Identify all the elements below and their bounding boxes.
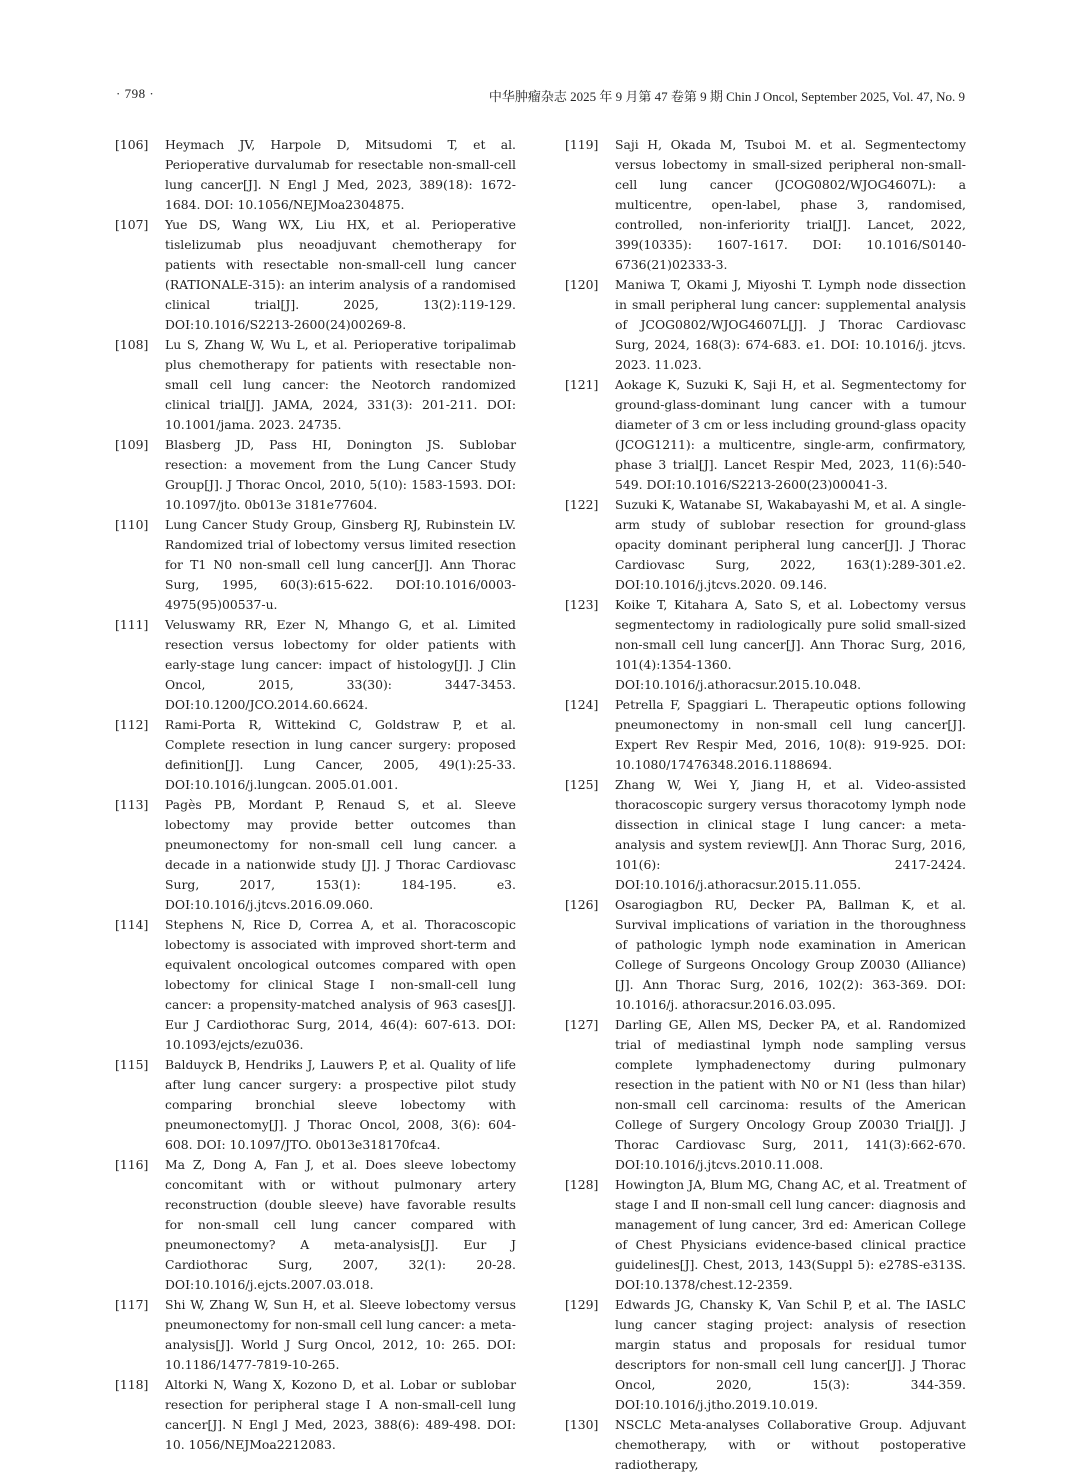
reference-text: Shi W, Zhang W, Sun H, et al. Sleeve lobectomy versus pneumonectomy for non-small cell lung cancer: a meta-analysis[J]. World J Surg Oncol, 2012, 10: 265. DOI: 10.1186/1477-7819-10-265. [165, 1297, 516, 1372]
running-title: 中华肿瘤杂志 2025 年 9 月第 47 卷第 9 期 Chin J Oncol, September 2025, Vol. 47, No. 9 [488, 89, 965, 104]
reference-number: [111] [115, 617, 149, 632]
reference-number: [130] [565, 1417, 599, 1432]
reference-entry [565, 135, 966, 275]
reference-number: [126] [565, 897, 599, 912]
reference-entry [565, 775, 966, 895]
reference-text: Yue DS, Wang WX, Liu HX, et al. Perioperative tislelizumab plus neoadjuvant chemotherapy for patients with resectable non-small-cell lung cancer (RATIONALE-315): an interim analysis of a randomised clinical trial[J]. 2025, 13(2):119-129. DOI:10.1016/S2213-2600(24)00269-8. [165, 217, 516, 332]
reference-entry [565, 695, 966, 775]
reference-text: Zhang W, Wei Y, Jiang H, et al. Video-assisted thoracoscopic surgery versus thoracotomy lymph node dissection in clinical stage Ⅰ lung cancer: a meta-analysis and system review[J]. Ann Thorac Surg, 2016, 101(6): 2417-2424. DOI:10.1016/j.athoracsur.2015.11.055. [615, 777, 966, 892]
reference-text: Veluswamy RR, Ezer N, Mhango G, et al. Limited resection versus lobectomy for older patients with early-stage lung cancer: impact of histology[J]. J Clin Oncol, 2015, 33(30): 3447-3453. DOI:10.1200/JCO.2014.60.6624. [165, 617, 516, 712]
reference-number: [118] [115, 1377, 149, 1392]
reference-entry [565, 375, 966, 495]
reference-column-left [115, 135, 516, 1455]
reference-entry [115, 915, 516, 1055]
page-header [0, 86, 1080, 110]
reference-number: [122] [565, 497, 599, 512]
reference-number: [112] [115, 717, 149, 732]
reference-entry [115, 1375, 516, 1455]
reference-entry [115, 215, 516, 335]
reference-number: [127] [565, 1017, 599, 1032]
reference-entry [115, 615, 516, 715]
reference-text: Suzuki K, Watanabe SI, Wakabayashi M, et al. A single-arm study of sublobar resection for ground-glass opacity dominant peripheral lung cancer[J]. J Thorac Cardiovasc Surg, 2022, 163(1):289-301.e2. DOI:10.1016/j.jtcvs.2020. 09.146. [615, 497, 966, 592]
reference-entry [565, 895, 966, 1015]
reference-entry [565, 495, 966, 595]
reference-entry [115, 335, 516, 435]
reference-number: [115] [115, 1057, 149, 1072]
reference-text: NSCLC Meta-analyses Collaborative Group. Adjuvant chemotherapy, with or without postoperative radiotherapy, [615, 1417, 966, 1472]
reference-text: Rami-Porta R, Wittekind C, Goldstraw P, et al. Complete resection in lung cancer surgery: proposed definition[J]. Lung Cancer, 2005, 49(1):25-33. DOI:10.1016/j.lungcan. 2005.01.001. [165, 717, 516, 792]
reference-entry [565, 595, 966, 695]
reference-entry [565, 1015, 966, 1175]
reference-entry [565, 1175, 966, 1295]
reference-text: Pagès PB, Mordant P, Renaud S, et al. Sleeve lobectomy may provide better outcomes than pneumonectomy for non-small cell lung cancer. a decade in a nationwide study [J]. J Thorac Cardiovasc Surg, 2017, 153(1): 184-195. e3. DOI:10.1016/j.jtcvs.2016.09.060. [165, 797, 516, 912]
reference-entry [565, 275, 966, 375]
reference-entry [115, 135, 516, 215]
reference-text: Saji H, Okada M, Tsuboi M. et al. Segmentectomy versus lobectomy in small-sized peripheral non-small-cell lung cancer (JCOG0802/WJOG4607L): a multicentre, open-label, phase 3, randomised, controlled, non-inferiority trial[J]. Lancet, 2022, 399(10335): 1607-1617. DOI: 10.1016/S0140-6736(21)02333-3. [615, 137, 966, 272]
reference-number: [110] [115, 517, 149, 532]
reference-entry [115, 795, 516, 915]
reference-text: Balduyck B, Hendriks J, Lauwers P, et al. Quality of life after lung cancer surgery: a prospective pilot study comparing bronchial sleeve lobectomy with pneumonectomy[J]. J Thorac Oncol, 2008, 3(6): 604-608. DOI: 10.1097/JTO. 0b013e318170fca4. [165, 1057, 516, 1152]
reference-entry [115, 1295, 516, 1375]
reference-entry [115, 1055, 516, 1155]
reference-number: [116] [115, 1157, 149, 1172]
reference-number: [119] [565, 137, 599, 152]
reference-number: [117] [115, 1297, 149, 1312]
reference-number: [107] [115, 217, 149, 232]
reference-text: Koike T, Kitahara A, Sato S, et al. Lobectomy versus segmentectomy in radiologically pure solid small-sized non-small cell lung cancer[J]. Ann Thorac Surg, 2016, 101(4):1354-1360. DOI:10.1016/j.athoracsur.2015.10.048. [615, 597, 966, 692]
reference-number: [108] [115, 337, 149, 352]
reference-number: [113] [115, 797, 149, 812]
reference-text: Lung Cancer Study Group, Ginsberg RJ, Rubinstein LV. Randomized trial of lobectomy versus limited resection for T1 N0 non-small cell lung cancer[J]. Ann Thorac Surg, 1995, 60(3):615-622. DOI:10.1016/0003-4975(95)00537-u. [165, 517, 516, 612]
reference-number: [106] [115, 137, 149, 152]
reference-text: Petrella F, Spaggiari L. Therapeutic options following pneumonectomy in non-small cell lung cancer[J]. Expert Rev Respir Med, 2016, 10(8): 919-925. DOI: 10.1080/17476348.2016.1188694. [615, 697, 966, 772]
reference-text: Lu S, Zhang W, Wu L, et al. Perioperative toripalimab plus chemotherapy for patients with resectable non-small cell lung cancer: the Neotorch randomized clinical trial[J]. JAMA, 2024, 331(3): 201-211. DOI: 10.1001/jama. 2023. 24735. [165, 337, 516, 432]
reference-number: [129] [565, 1297, 599, 1312]
reference-entry [565, 1415, 966, 1475]
reference-text: Aokage K, Suzuki K, Saji H, et al. Segmentectomy for ground-glass-dominant lung cancer with a tumour diameter of 3 cm or less including ground-glass opacity (JCOG1211): a multicentre, single-arm, confirmatory, phase 3 trial[J]. Lancet Respir Med, 2023, 11(6):540-549. DOI:10.1016/S2213-2600(23)00041-3. [615, 377, 966, 492]
reference-number: [128] [565, 1177, 599, 1192]
reference-text: Stephens N, Rice D, Correa A, et al. Thoracoscopic lobectomy is associated with improved short-term and equivalent oncological outcomes compared with open lobectomy for clinical Stage Ⅰ non-small-cell lung cancer: a propensity-matched analysis of 963 cases[J]. Eur J Cardiothorac Surg, 2014, 46(4): 607-613. DOI: 10.1093/ejcts/ezu036. [165, 917, 516, 1052]
reference-text: Howington JA, Blum MG, Chang AC, et al. Treatment of stage Ⅰ and Ⅱ non-small cell lung cancer: diagnosis and management of lung cancer, 3rd ed: American College of Chest Physicians evidence-based clinical practice guidelines[J]. Chest, 2013, 143(Suppl 5): e278S-e313S. DOI:10.1378/chest.12-2359. [615, 1177, 966, 1292]
reference-text: Edwards JG, Chansky K, Van Schil P, et al. The IASLC lung cancer staging project: analysis of resection margin status and proposals for residual tumor descriptors for non-small cell lung cancer[J]. J Thorac Oncol, 2020, 15(3): 344-359. DOI:10.1016/j.jtho.2019.10.019. [615, 1297, 966, 1412]
reference-number: [109] [115, 437, 149, 452]
reference-number: [125] [565, 777, 599, 792]
reference-entry [115, 435, 516, 515]
reference-number: [123] [565, 597, 599, 612]
reference-number: [121] [565, 377, 599, 392]
reference-text: Ma Z, Dong A, Fan J, et al. Does sleeve lobectomy concomitant with or without pulmonary artery reconstruction (double sleeve) have favorable results for non-small cell lung cancer compared with pneumonectomy? A meta-analysis[J]. Eur J Cardiothorac Surg, 2007, 32(1): 20-28. DOI:10.1016/j.ejcts.2007.03.018. [165, 1157, 516, 1292]
reference-entry [115, 1155, 516, 1295]
reference-entry [565, 1295, 966, 1415]
reference-text: Darling GE, Allen MS, Decker PA, et al. Randomized trial of mediastinal lymph node sampling versus complete lymphadenectomy during pulmonary resection in the patient with N0 or N1 (less than hilar) non-small cell carcinoma: results of the American College of Surgery Oncology Group Z0030 Trial[J]. J Thorac Cardiovasc Surg, 2011, 141(3):662-670. DOI:10.1016/j.jtcvs.2010.11.008. [615, 1017, 966, 1172]
reference-entry [115, 715, 516, 795]
reference-text: Heymach JV, Harpole D, Mitsudomi T, et al. Perioperative durvalumab for resectable non-small-cell lung cancer[J]. N Engl J Med, 2023, 389(18): 1672-1684. DOI: 10.1056/NEJMoa2304875. [165, 137, 516, 212]
reference-text: Maniwa T, Okami J, Miyoshi T. Lymph node dissection in small peripheral lung cancer: supplemental analysis of JCOG0802/WJOG4607L[J]. J Thorac Cardiovasc Surg, 2024, 168(3): 674-683. e1. DOI: 10.1016/j. jtcvs. 2023. 11.023. [615, 277, 966, 372]
reference-number: [114] [115, 917, 149, 932]
reference-column-right [565, 135, 966, 1475]
page-number: · 798 · [116, 86, 155, 101]
reference-number: [120] [565, 277, 599, 292]
reference-text: Altorki N, Wang X, Kozono D, et al. Lobar or sublobar resection for peripheral stage Ⅰ A non-small-cell lung cancer[J]. N Engl J Med, 2023, 388(6): 489-498. DOI: 10. 1056/NEJMoa2212083. [165, 1377, 516, 1452]
reference-text: Osarogiagbon RU, Decker PA, Ballman K, et al. Survival implications of variation in the thoroughness of pathologic lymph node examination in American College of Surgeons Oncology Group Z0030 (Alliance) [J]. Ann Thorac Surg, 2016, 102(2): 363-369. DOI: 10.1016/j. athoracsur.2016.03.095. [615, 897, 966, 1012]
reference-entry [115, 515, 516, 615]
reference-text: Blasberg JD, Pass HI, Donington JS. Sublobar resection: a movement from the Lung Cancer Study Group[J]. J Thorac Oncol, 2010, 5(10): 1583-1593. DOI: 10.1097/jto. 0b013e 3181e77604. [165, 437, 516, 512]
reference-number: [124] [565, 697, 599, 712]
